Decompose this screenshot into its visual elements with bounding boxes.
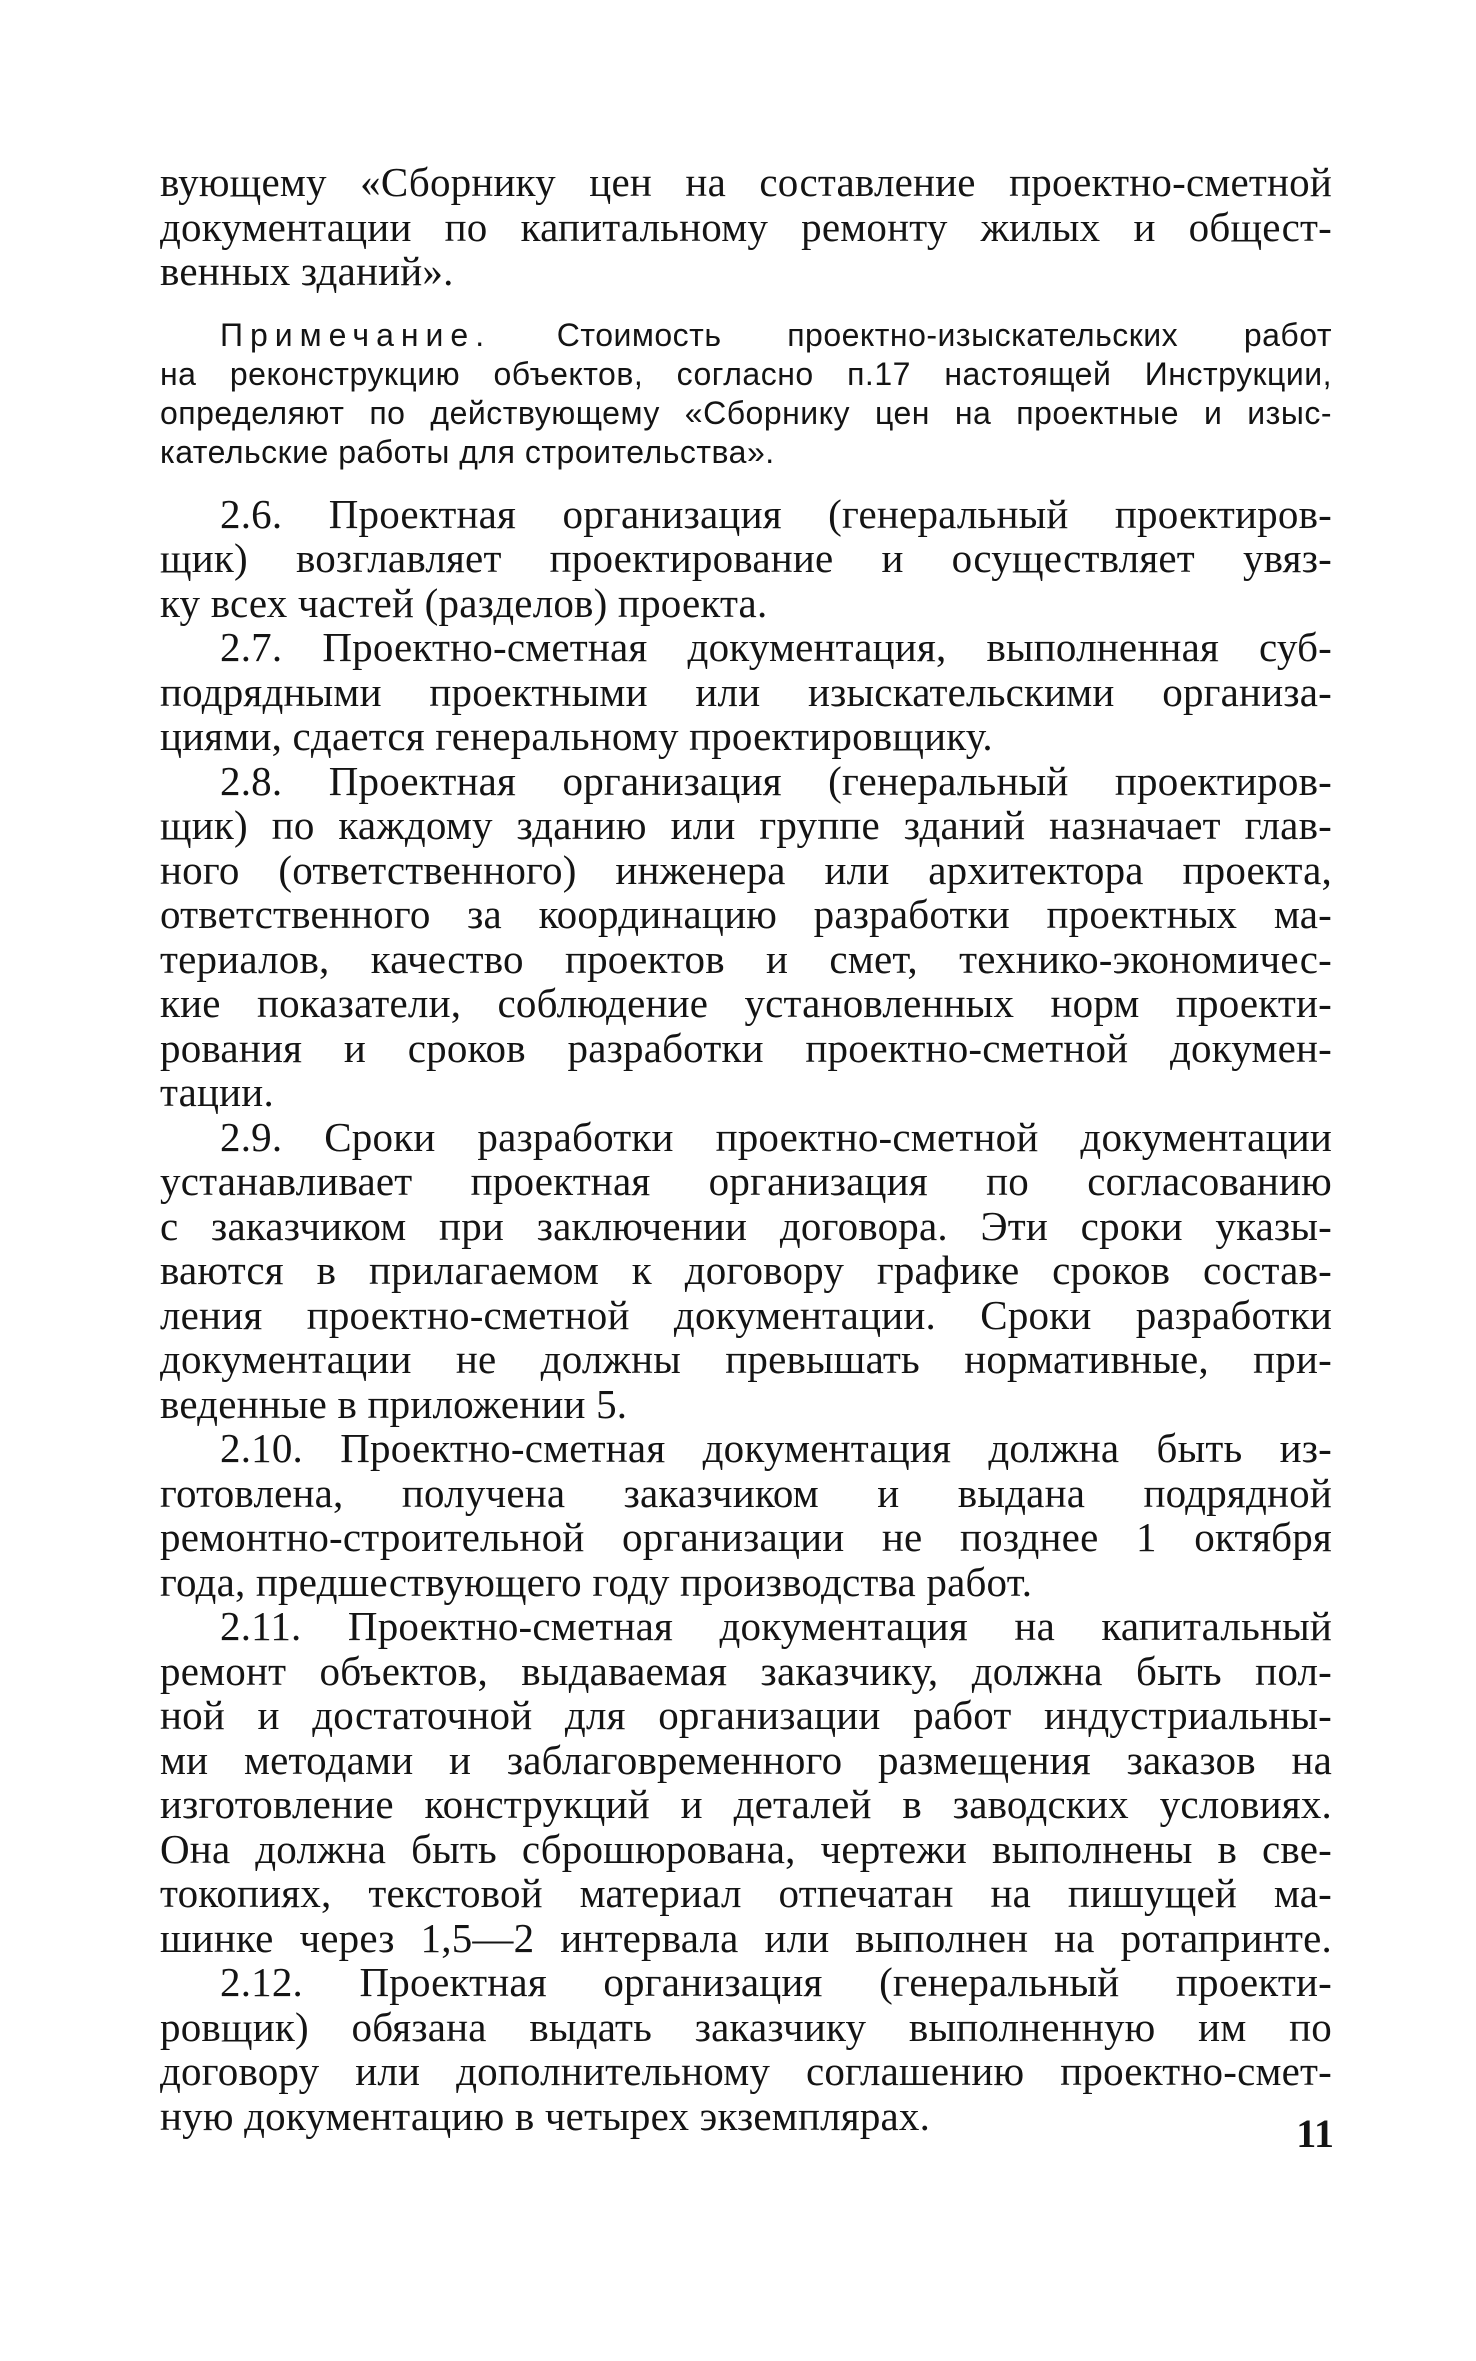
text-line (160, 316, 1332, 355)
text-line: веденные в приложении 5. (160, 1380, 628, 1427)
text-line: 2.8. Проектная организация (генеральный проектиров- (220, 757, 1332, 804)
note-text: Стоимость проектно-изыскательских работ (556, 316, 1332, 353)
text-line: ную документацию в четырех экземплярах. (160, 2092, 931, 2139)
text-line: 2.9. Сроки разработки проектно-сметной документации (220, 1113, 1332, 1160)
paragraph-2-7 (160, 625, 1332, 759)
text-line: кательские работы для строительства». (160, 433, 775, 470)
text-line: изготовление конструкций и деталей в заводских условиях. (160, 1781, 1332, 1827)
text-line: документации не должны превышать нормативные, при- (160, 1336, 1332, 1382)
text-line: териалов, качество проектов и смет, технико-экономичес- (160, 935, 1332, 982)
text-line: ваются в прилагаемом к договору графике сроков состав- (160, 1247, 1332, 1293)
text-line: кие показатели, соблюдение установленных норм проекти- (160, 980, 1332, 1026)
text-line: щик) по каждому зданию или группе зданий назначает глав- (160, 802, 1332, 848)
intro-paragraph (160, 160, 1332, 294)
document-page (160, 160, 1332, 2138)
text-line: 2.10. Проектно-сметная документация должна быть из- (220, 1425, 1332, 1471)
text-line: на реконструкцию объектов, согласно п.17 настоящей Инструкции, (160, 355, 1332, 392)
note-label: Примечание. (220, 316, 492, 353)
text-line: 2.12. Проектная организация (генеральный проекти- (220, 1959, 1332, 2005)
text-line: ровщик) обязана выдать заказчику выполненную им по (160, 2003, 1332, 2050)
text-line: 2.7. Проектно-сметная документация, выполненная суб- (220, 624, 1332, 670)
text-line: ремонтно-строительной организации не позднее 1 октября (160, 1514, 1332, 1560)
text-line: Она должна быть сброшюрована, чертежи выполнены в све- (160, 1825, 1332, 1872)
text-line: токопиях, текстовой материал отпечатан на пишущей ма- (160, 1870, 1332, 1916)
text-line: тации. (160, 1069, 274, 1115)
text-line: с заказчиком при заключении договора. Эти сроки указы- (160, 1202, 1332, 1249)
text-line: готовлена, получена заказчиком и выдана подрядной (160, 1469, 1332, 1516)
text-line: ной и достаточной для организации работ индустриальны- (160, 1692, 1332, 1738)
text-line: рования и сроков разработки проектно-сметной докумен- (160, 1024, 1332, 1071)
text-line: подрядными проектными или изыскательскими организа- (160, 668, 1332, 715)
text-line: устанавливает проектная организация по согласованию (160, 1158, 1332, 1204)
text-line: ного (ответственного) инженера или архитектора проекта, (160, 846, 1332, 893)
text-line: договору или дополнительному соглашению проектно-смет- (160, 2048, 1332, 2094)
text-line: шинке через 1,5—2 интервала или выполнен на ротапринте. (160, 1914, 1332, 1961)
text-line: вующему «Сборнику цен на составление проектно-сметной (160, 159, 1332, 205)
text-line: ответственного за координацию разработки проектных ма- (160, 891, 1332, 937)
text-line: щик) возглавляет проектирование и осуществляет увяз- (160, 535, 1332, 581)
text-line: венных зданий». (160, 248, 454, 294)
paragraph-2-10 (160, 1426, 1332, 1604)
paragraph-2-6 (160, 492, 1332, 626)
text-line: 2.6. Проектная организация (генеральный проектиров- (220, 490, 1332, 537)
text-line: ку всех частей (разделов) проекта. (160, 579, 768, 626)
text-line: ления проектно-сметной документации. Сроки разработки (160, 1291, 1332, 1338)
paragraph-2-8 (160, 759, 1332, 1115)
text-line: года, предшествующего году производства работ. (160, 1558, 1033, 1605)
text-line: циями, сдается генеральному проектировщику. (160, 713, 993, 759)
text-line: определяют по действующему «Сборнику цен на проектные и изыс- (160, 394, 1332, 431)
text-line: 2.11. Проектно-сметная документация на капитальный (220, 1603, 1332, 1649)
paragraph-2-12 (160, 1960, 1332, 2138)
paragraph-2-9 (160, 1115, 1332, 1427)
note-block (160, 316, 1332, 472)
text-line: документации по капитальному ремонту жилых и общест- (160, 203, 1332, 250)
page-number: 11 (1296, 2111, 1334, 2156)
text-line: ми методами и заблаговременного размещения заказов на (160, 1736, 1332, 1783)
paragraph-2-11 (160, 1604, 1332, 1960)
text-line: ремонт объектов, выдаваемая заказчику, должна быть пол- (160, 1647, 1332, 1694)
